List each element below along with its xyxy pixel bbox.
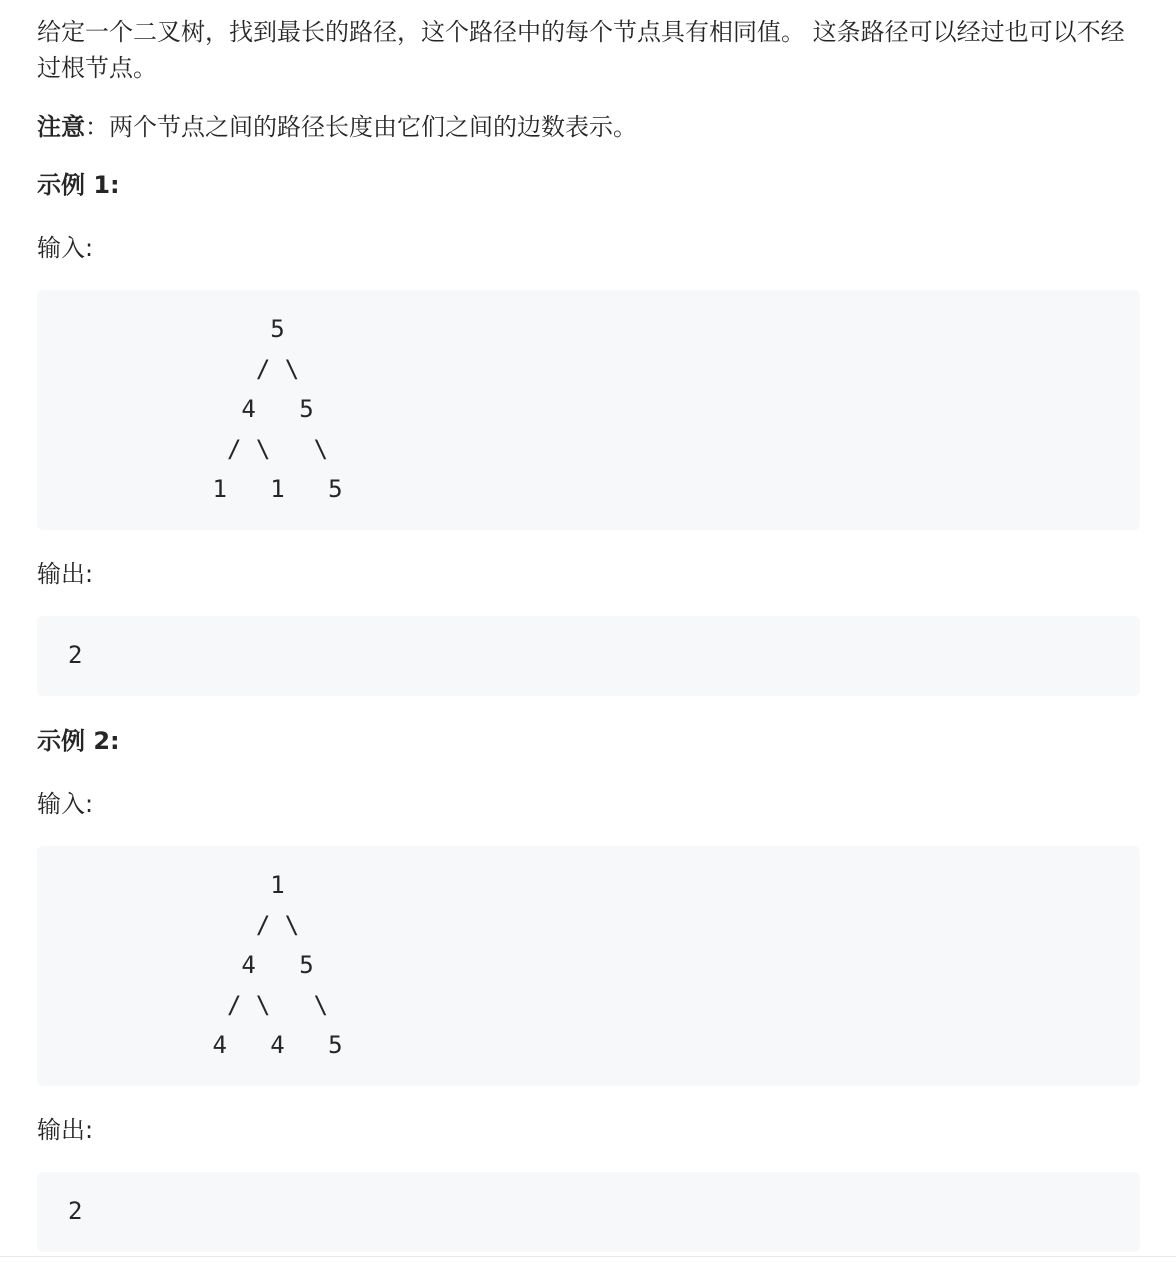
note-label: 注意 xyxy=(37,113,85,141)
problem-content xyxy=(37,14,1140,1279)
example-1-input-label: 输入: xyxy=(37,234,94,262)
example-1-output-value: 2 xyxy=(37,616,1140,696)
example-2-output-label: 输出: xyxy=(37,1116,94,1144)
example-1-input-tree: 5 / \ 4 5 / \ \ 1 1 5 xyxy=(37,290,1140,530)
example-1-output-label: 输出: xyxy=(37,560,94,588)
example-2-input-tree: 1 / \ 4 5 / \ \ 4 4 5 xyxy=(37,846,1140,1086)
problem-description: 给定一个二叉树，找到最长的路径，这个路径中的每个节点具有相同值。 这条路径可以经过也可以不经过根节点。 xyxy=(37,18,1125,82)
example-2-output-value: 2 xyxy=(37,1172,1140,1252)
note-text: ：两个节点之间的路径长度由它们之间的边数表示。 xyxy=(85,113,637,141)
example-1-heading: 示例 1: xyxy=(37,171,120,199)
problem-note xyxy=(37,109,1140,145)
bottom-divider xyxy=(0,1256,1176,1257)
example-2-heading: 示例 2: xyxy=(37,727,120,755)
example-2-input-label: 输入: xyxy=(37,790,94,818)
